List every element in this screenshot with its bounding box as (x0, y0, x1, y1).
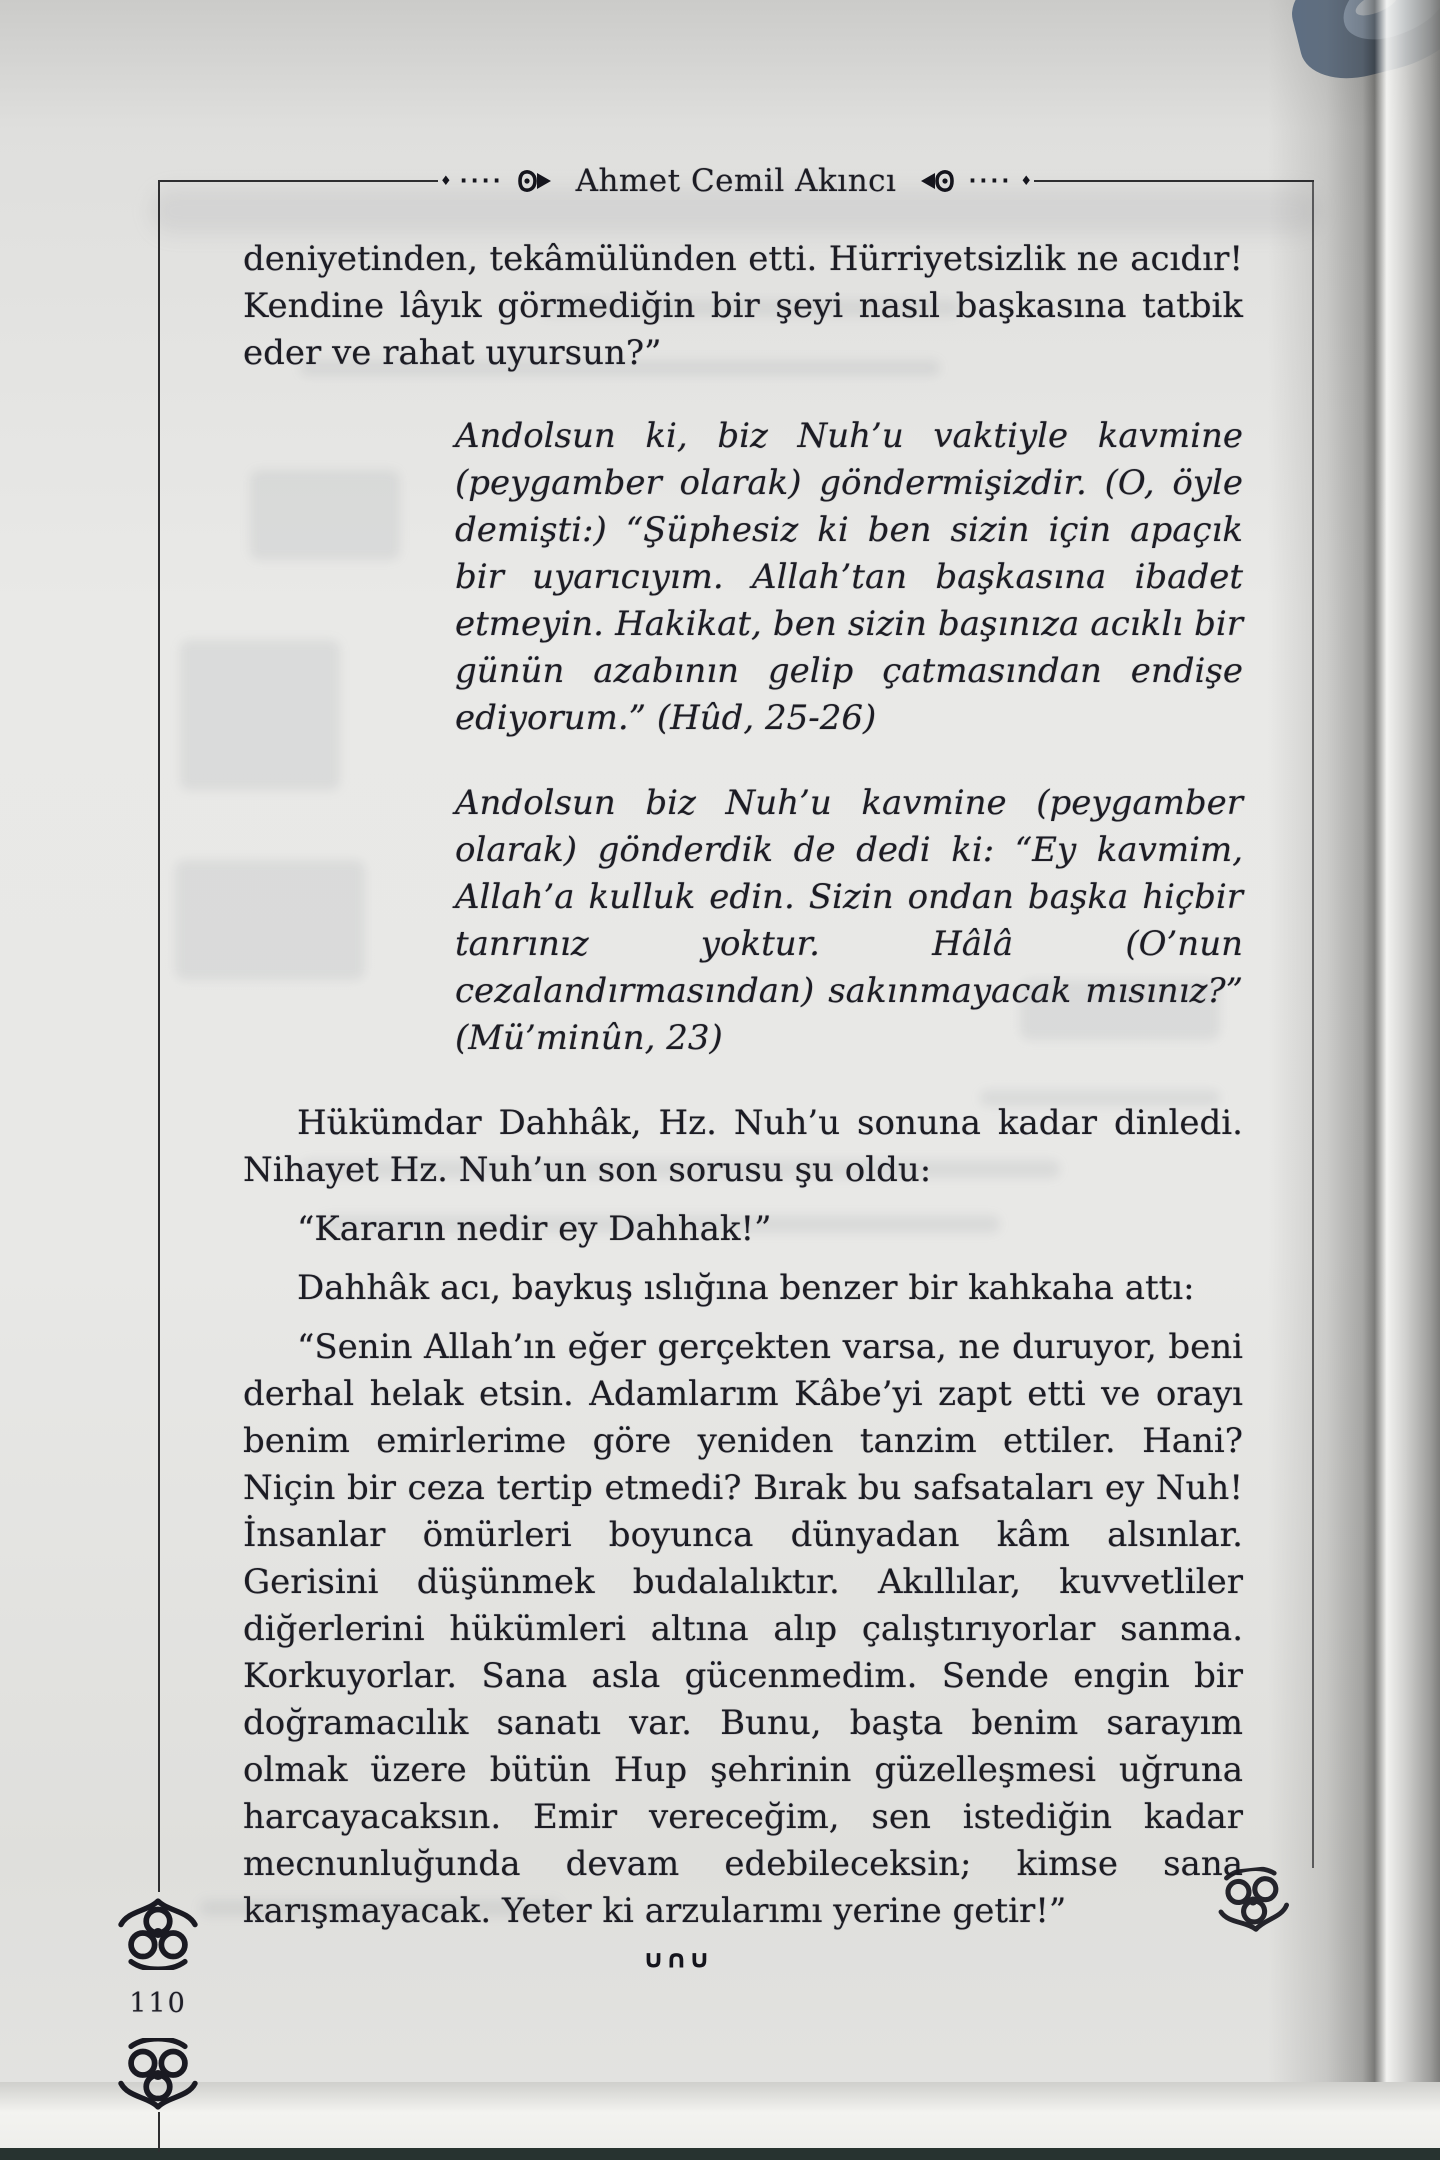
fleuron-knot-icon (116, 2038, 200, 2112)
fleuron-knot-icon (1213, 1864, 1293, 1937)
swirl-arrow-right-icon (518, 167, 552, 195)
page-number: 110 (129, 1988, 187, 2019)
dotted-rule-icon: ···· (459, 169, 504, 193)
body-text-column (243, 236, 1243, 1947)
header-rule-left (158, 180, 438, 182)
next-page-edge (0, 2082, 1440, 2150)
photo-bottom-edge (0, 2148, 1440, 2160)
paragraph-speech: “Senin Allah’ın eğer gerçekten varsa, ne duruyor, beni derhal helak etsin. Adamlarım Kâbe’yi zapt etti ve orayı benim emirlerime göre yeniden tanzim ettiler. Hani? Niçin bir ceza tertip etmedi? Bırak bu safsataları ey Nuh! İnsanlar ömürleri boyunca dünyadan kâm alsınlar. Gerisini düşünmek budalalıktır. Akıllılar, kuvvetliler diğerlerini hükümleri altına alıp çalıştırıyorlar sanma. Korkuyorlar. Sana asla gücenmedim. Sende engin bir doğramacılık sanatı var. Bunu, başta benim sarayım olmak üzere bütün Hup şehrinin güzelleşmesi uğruna harcayacaksın. Emir vereceğim, sen istediğin kadar mecnunluğunda devam edebileceksin; kimse sana karışmayacak. Yeter ki arzularımı yerine getir!” (243, 1327, 1243, 1931)
paragraph-listen: Hükümdar Dahhâk, Hz. Nuh’u sonuna kadar dinledi. Nihayet Hz. Nuh’un son sorusu şu oldu: (243, 1103, 1243, 1190)
header-rule-right (1034, 180, 1314, 182)
dotted-rule-icon: ···· (968, 169, 1013, 193)
swirl-arrow-left-icon (920, 167, 954, 195)
paragraph-intro: deniyetinden, tekâmülünden etti. Hürriyetsizlik ne acıdır! Kendine lâyık görmediğin bir şeyi nasıl başkasına tatbik eder ve rahat uyursun?” (243, 239, 1243, 373)
quran-quote-muminun: Andolsun biz Nuh’u kavmine (peygamber olarak) gönderdik de dedi ki: “Ey kavmim, Allah’a kulluk edin. Sizin ondan başka hiçbir tanrınız yoktur. Hâlâ (O’nun cezalandırmasından) sakınmayacak mısınız?” (Mü’minûn, 23) (455, 783, 1243, 1058)
frame-right-border (1312, 180, 1314, 1868)
diamond-ornament-icon: ♦ (439, 173, 452, 189)
frame-left-border (158, 180, 160, 1892)
page-curl-edge (1268, 0, 1440, 2160)
running-header (158, 154, 1314, 208)
paragraph-laugh: Dahhâk acı, baykuş ıslığına benzer bir kahkaha attı: (297, 1268, 1195, 1308)
chapter-end-flourish: ∪∩∪ (642, 1945, 712, 1974)
frame-left-border-stub (158, 2112, 160, 2152)
fleuron-knot-icon (116, 1896, 200, 1970)
page-header-title: Ahmet Cemil Akıncı (575, 163, 897, 199)
quran-quote-hud: Andolsun ki, biz Nuh’u vaktiyle kavmine (peygamber olarak) göndermişizdir. (O, öyle demişti:) “Şüphesiz ki ben sizin için apaçık bir uyarıcıyım. Allah’tan başkasına ibadet etmeyin. Hakikat, ben sizin başınıza acıklı bir günün azabının gelip çatmasından endişe ediyorum.” (Hûd, 25-26) (455, 416, 1243, 738)
diamond-ornament-icon: ♦ (1020, 173, 1033, 189)
paragraph-question: “Kararın nedir ey Dahhak!” (297, 1209, 772, 1249)
